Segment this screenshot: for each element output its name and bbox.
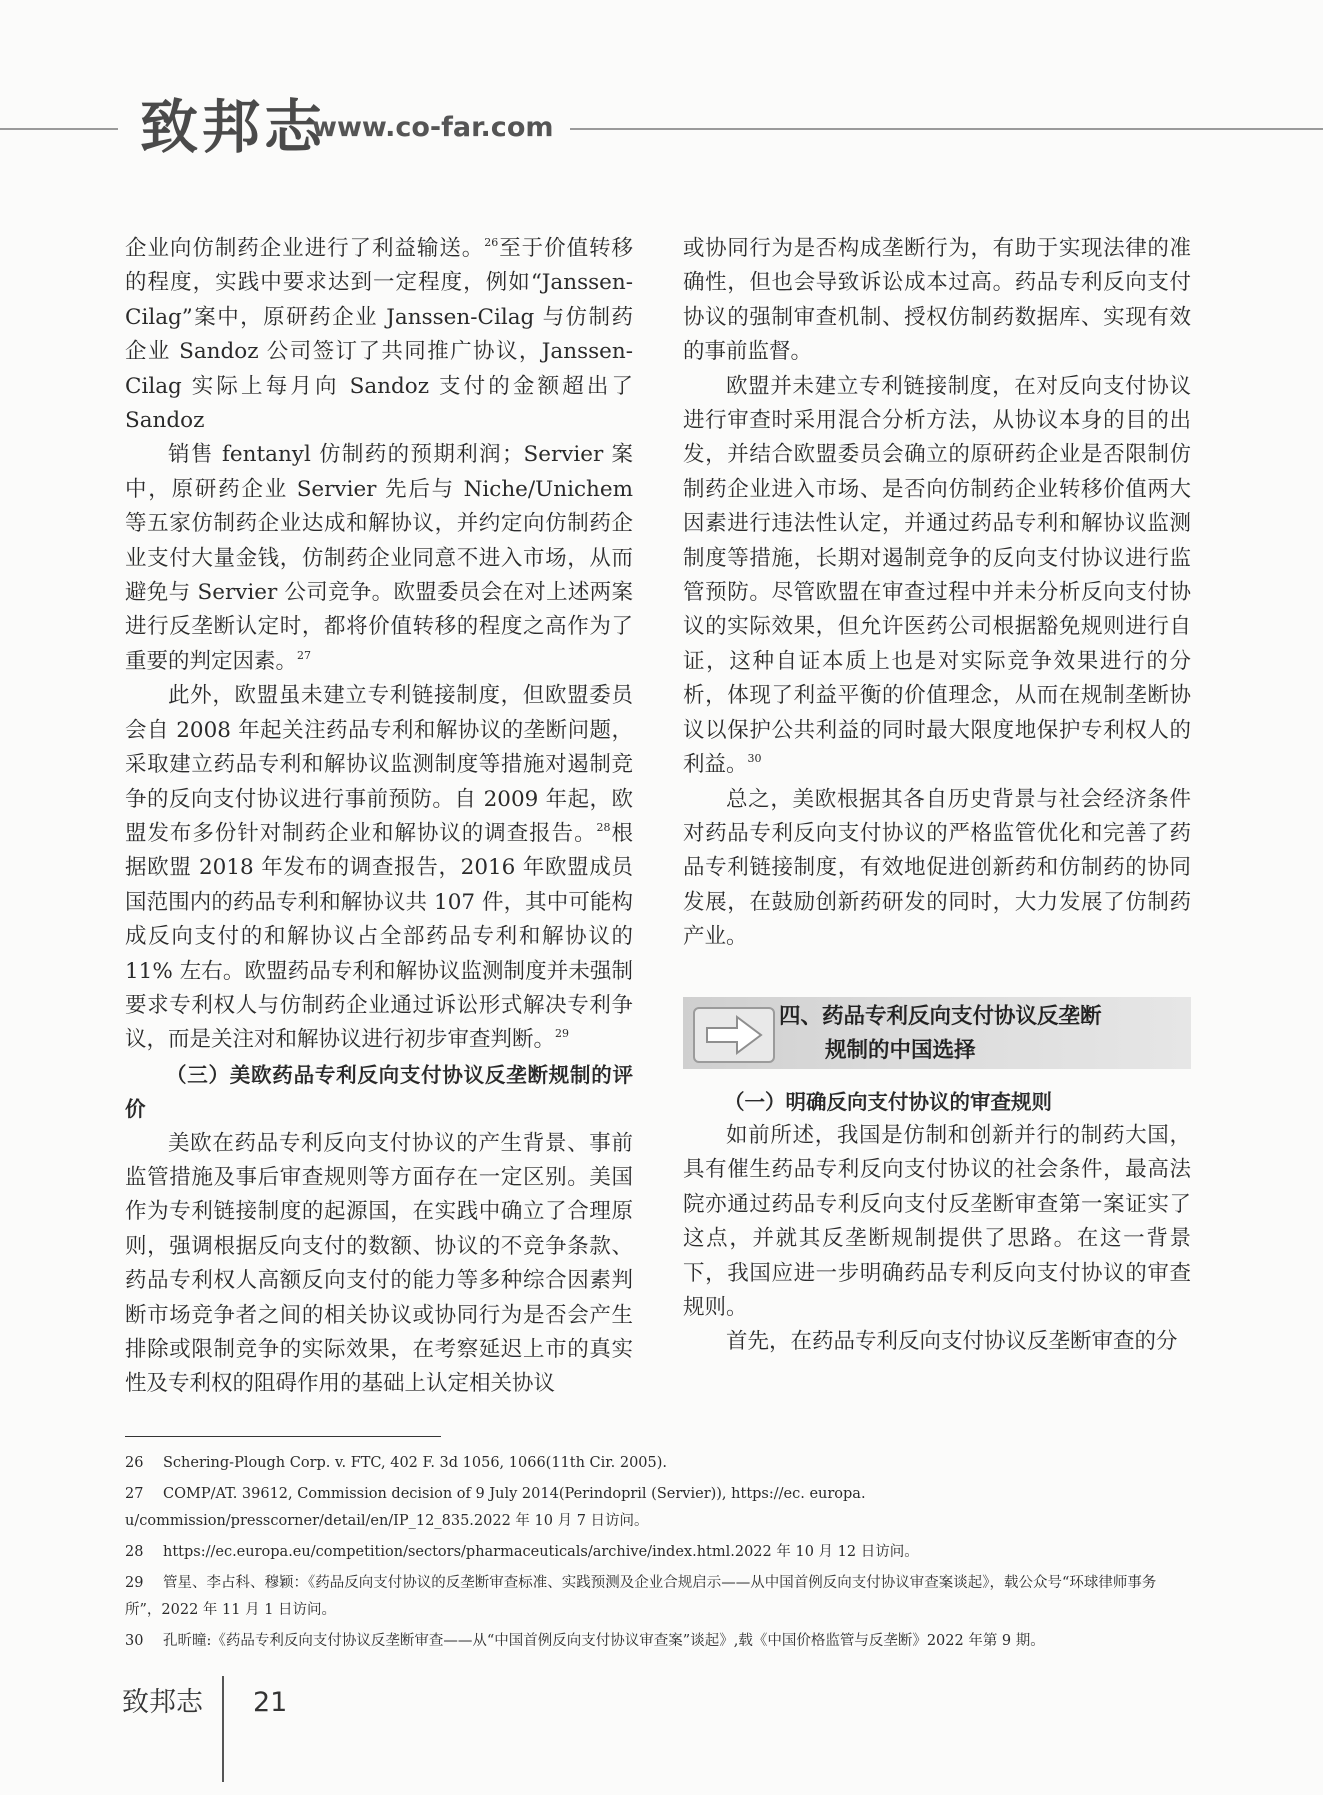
section-heading-box [683,997,1191,1069]
paragraph-text: 欧盟并未建立专利链接制度，在对反向支付协议进行审查时采用混合分析方法，从协议本身的目的出发，并结合欧盟委员会确立的原研药企业是否限制仿制药企业进入市场、是否向仿制药企业转移价值两大因素进行违法性认定，并通过药品专利和解协议监测制度等措施，长期对遏制竞争的反向支付协议进行监管预防。尽管欧盟在审查过程中并未分析反向支付协议的实际效果，但允许医药公司根据豁免规则进行自证，这种自证本质上也是对实际竞争效果进行的分析，体现了利益平衡的价值理念，从而在规制垄断协议以保护公共利益的同时最大限度地保护专利权人的利益。 [683,373,1191,778]
section-title-line1: 四、药品专利反向支付协议反垄断 [779,1003,1102,1029]
footnote-number: 27 [125,1486,144,1502]
right-column [683,232,1191,1360]
paragraph-text: 根据欧盟 2018 年发布的调查报告，2016 年欧盟成员国范围内的药品专利和解协议共 107 件，其中可能构成反向支付的和解协议占全部药品专利和解协议的 11% 左右。欧盟药品专利和解协议监测制度并未强制要求专利权人与仿制药企业通过诉讼形式解决专利争议，而是关注对和解协议进行初步审查判断。 [125,820,633,1053]
header-rule-right [570,128,1323,130]
section-title-line2: 规制的中国选择 [825,1037,976,1063]
subsection-heading: （一）明确反向支付协议的审查规则 [724,1089,1052,1114]
footnote-ref: 26 [484,236,499,249]
paragraph [683,1325,1191,1359]
footnote-ref: 30 [747,752,762,766]
section-title [779,1000,1179,1068]
footnote-ref: 27 [297,648,312,662]
paragraph-text: 总之，美欧根据其各自历史背景与社会经济条件对药品专利反向支付协议的严格监管优化和完善了药品专利链接制度，有效地促进创新药和仿制药的协同发展，在鼓励创新药研发的同时，大力发展了仿制药产业。 [683,786,1191,950]
footnote-text: 管星、李占科、穆颖：《药品反向支付协议的反垄断审查标准、实践预测及企业合规启示——从中国首例反向支付协议审查案谈起》，载公众号“环球律师事务所”，2022 年 11 月 1 日访问。 [125,1575,1157,1618]
footer-magazine-name: 致邦志 [122,1687,203,1718]
page-number: 21 [253,1687,288,1718]
arrow-icon [693,1007,775,1063]
paragraph-text: 或协同行为是否构成垄断行为，有助于实现法律的准确性，但也会导致诉讼成本过高。药品专利反向支付协议的强制审查机制、授权仿制药数据库、实现有效的事前监督。 [683,236,1191,365]
paragraph-text: 美欧在药品专利反向支付协议的产生背景、事前监管措施及事后审查规则等方面存在一定区别。美国作为专利链接制度的起源国，在实践中确立了合理原则，强调根据反向支付的数额、协议的不竞争条款、药品专利权人高额反向支付的能力等多种综合因素判断市场竞争者之间的相关协议或协同行为是否会产生排除或限制竞争的实际效果，在考察延迟上市的真实性及专利权的阻碍作用的基础上认定相关协议 [125,1130,633,1397]
paragraph [683,232,1191,370]
paragraph [125,232,633,438]
footnote [125,1450,1191,1477]
footnote [125,1570,1191,1624]
footer-divider [222,1676,224,1782]
footnote-ref: 29 [555,1027,570,1041]
footnote-text: https://ec.europa.eu/competition/sectors/pharmaceuticals/archive/index.html.2022 年 10 月 12 日访问。 [163,1544,919,1560]
footnotes [125,1450,1191,1659]
paragraph [125,679,633,1057]
footnote-number: 30 [125,1633,144,1649]
paragraph-text: 此外，欧盟虽未建立专利链接制度，但欧盟委员会自 2008 年起关注药品专利和解协议的垄断问题，采取建立药品专利和解协议监测制度等措施对遏制竞争的反向支付协议进行事前预防。自 2009 年起，欧盟发布多份针对制药企业和解协议的调查报告。 [125,683,633,846]
left-column [125,232,633,1402]
paragraph-text: 销售 fentanyl 仿制药的预期利润；Servier 案中，原研药企业 Servier 先后与 Niche/Unichem 等五家仿制药企业达成和解协议，并约定向仿制药企业支付大量金钱，仿制药企业同意不进入市场，从而避免与 Servier 公司竞争。欧盟委员会在对上述两案进行反垄断认定时，都将价值转移的程度之高作为了重要的判定因素。 [125,442,633,674]
paragraph-text: 至于价值转移的程度，实践中要求达到一定程度，例如“Janssen-Cilag”案中，原研药企业 Janssen-Cilag 与仿制药企业 Sandoz 公司签订了共同推广协议，Janssen-Cilag 实际上每月向 Sandoz 支付的金额超出了 Sandoz [125,236,633,434]
subsection-heading: （三）美欧药品专利反向支付协议反垄断规制的评价 [125,1062,633,1122]
magazine-logo: 致邦志 [140,93,327,161]
footnote-text: 孔昕曈:《药品专利反向支付协议反垄断审查——从“中国首例反向支付协议审查案”谈起》,载《中国价格监管与反垄断》2022 年第 9 期。 [163,1633,1045,1649]
paragraph [683,783,1191,955]
paragraph [125,1127,633,1402]
footnote-ref: 28 [596,820,611,834]
footnote [125,1628,1191,1655]
footnote [125,1539,1191,1566]
footnote-text: COMP/AT. 39612, Commission decision of 9 July 2014(Perindopril (Servier)), https://ec. europa. u/commission/presscorner/detail/en/IP_12_835.2022 年 10 月 7 日访问。 [125,1486,866,1529]
header-url: www.co-far.com [312,112,554,143]
footnote-number: 26 [125,1455,144,1471]
footnote [125,1481,1191,1535]
footnote-number: 28 [125,1544,144,1560]
paragraph [125,438,633,679]
footnote-rule [125,1436,441,1437]
header-rule-left [0,128,118,130]
footnote-number: 29 [125,1575,144,1591]
paragraph-text: 如前所述，我国是仿制和创新并行的制药大国，具有催生药品专利反向支付协议的社会条件，最高法院亦通过药品专利反向支付反垄断审查第一案证实了这点，并就其反垄断规制提供了思路。在这一背景下，我国应进一步明确药品专利反向支付协议的审查规则。 [683,1122,1191,1320]
footnote-text: Schering-Plough Corp. v. FTC, 402 F. 3d 1056, 1066(11th Cir. 2005). [163,1455,668,1471]
paragraph-text: 企业向仿制药企业进行了利益输送。 [125,236,485,261]
paragraph-text: 首先，在药品专利反向支付协议反垄断审查的分 [726,1329,1178,1355]
paragraph [683,1119,1191,1325]
paragraph [683,370,1191,783]
